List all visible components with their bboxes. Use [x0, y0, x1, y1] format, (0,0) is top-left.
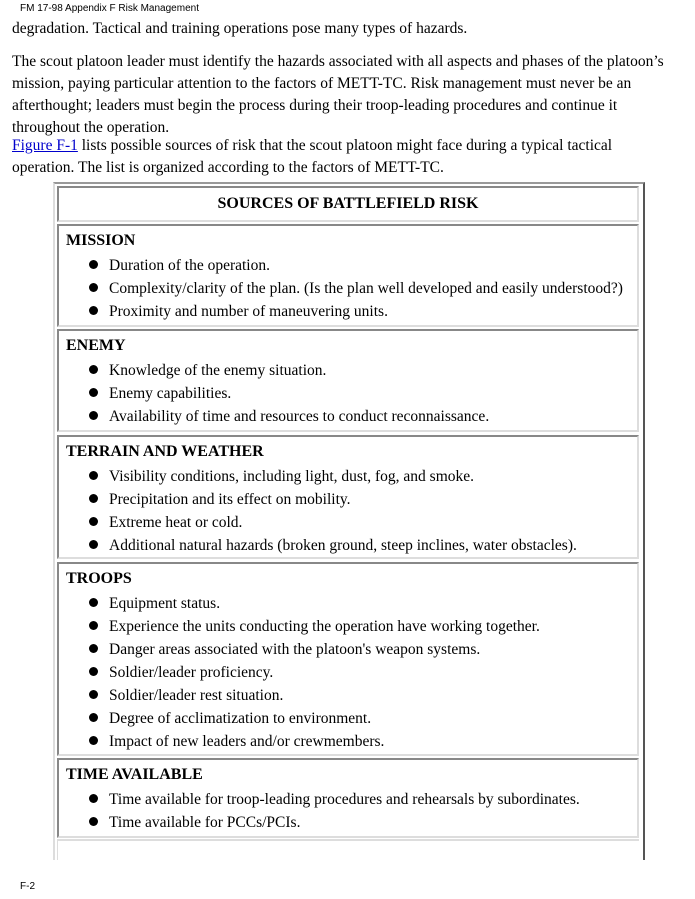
- list-item: [89, 592, 540, 615]
- bullet-icon: [89, 471, 98, 480]
- bullet-icon: [89, 817, 98, 826]
- bullet-icon: [89, 794, 98, 803]
- bullet-icon: [89, 494, 98, 503]
- list-item: [89, 511, 577, 534]
- list-item: [89, 300, 623, 323]
- item-text: Soldier/leader rest situation.: [109, 687, 284, 704]
- item-list: [89, 359, 489, 428]
- item-text: Impact of new leaders and/or crewmembers.: [109, 733, 385, 750]
- list-item: [89, 254, 623, 277]
- bullet-icon: [89, 667, 98, 676]
- bullet-icon: [89, 540, 98, 549]
- item-text: Visibility conditions, including light, dust, fog, and smoke.: [109, 468, 475, 485]
- paragraph-2: [12, 51, 684, 139]
- item-text: Danger areas associated with the platoon's weapon systems.: [109, 641, 481, 658]
- section-heading: TIME AVAILABLE: [66, 766, 203, 783]
- item-text: Precipitation and its effect on mobility.: [109, 491, 351, 508]
- item-list: [89, 592, 540, 753]
- list-item: [89, 382, 489, 405]
- section-time-available: [57, 758, 639, 838]
- bullet-icon: [89, 621, 98, 630]
- empty-table-row: [57, 839, 639, 860]
- item-text: Extreme heat or cold.: [109, 514, 243, 531]
- bullet-icon: [89, 283, 98, 292]
- list-item: [89, 534, 577, 557]
- bullet-icon: [89, 736, 98, 745]
- item-text: Time available for PCCs/PCIs.: [109, 814, 301, 831]
- page-number: F-2: [20, 881, 35, 892]
- list-item: [89, 661, 540, 684]
- bullet-icon: [89, 388, 98, 397]
- bullet-icon: [89, 365, 98, 374]
- text-line: mission, paying particular attention to the factors of METT-TC. Risk management must never be an: [12, 75, 632, 92]
- list-item: [89, 707, 540, 730]
- item-text: Knowledge of the enemy situation.: [109, 362, 327, 379]
- item-list: [89, 465, 577, 557]
- text-line: afterthought; leaders must begin the process during their troop-leading procedures and continue it: [12, 97, 618, 114]
- item-text: Soldier/leader proficiency.: [109, 664, 274, 681]
- bullet-icon: [89, 713, 98, 722]
- running-header: FM 17-98 Appendix F Risk Management: [20, 3, 199, 14]
- text-line: operation. The list is organized according to the factors of METT-TC.: [12, 159, 444, 176]
- bullet-icon: [89, 306, 98, 315]
- list-item: [89, 730, 540, 753]
- item-text: Time available for troop-leading procedures and rehearsals by subordinates.: [109, 791, 580, 808]
- section-mission: [57, 224, 639, 327]
- item-text: Equipment status.: [109, 595, 221, 612]
- bullet-icon: [89, 260, 98, 269]
- bullet-icon: [89, 517, 98, 526]
- text-line: The scout platoon leader must identify the hazards associated with all aspects and phases of the platoon’s: [12, 53, 664, 70]
- text-line: [12, 135, 684, 157]
- text-line: throughout the operation.: [12, 119, 170, 136]
- item-text: Additional natural hazards (broken ground, steep inclines, water obstacles).: [109, 537, 577, 554]
- list-item: [89, 405, 489, 428]
- section-heading: ENEMY: [66, 337, 126, 354]
- list-item: [89, 788, 580, 811]
- bullet-icon: [89, 598, 98, 607]
- item-text: Proximity and number of maneuvering units.: [109, 303, 388, 320]
- section-troops: [57, 562, 639, 756]
- section-enemy: [57, 329, 639, 432]
- item-text: Complexity/clarity of the plan. (Is the plan well developed and easily understood?): [109, 280, 623, 297]
- item-list: [89, 788, 580, 834]
- risk-sources-table: [53, 182, 645, 860]
- list-item: [89, 638, 540, 661]
- item-text: Enemy capabilities.: [109, 385, 232, 402]
- item-text: Duration of the operation.: [109, 257, 270, 274]
- section-terrain-and-weather: [57, 435, 639, 559]
- list-item: [89, 615, 540, 638]
- text: lists possible sources of risk that the scout platoon might face during a typical tactical: [77, 137, 613, 154]
- paragraph-3: [12, 135, 684, 179]
- list-item: [89, 811, 580, 834]
- item-list: [89, 254, 623, 323]
- bullet-icon: [89, 644, 98, 653]
- list-item: [89, 277, 623, 300]
- figure-f1-link[interactable]: Figure F-1: [12, 137, 78, 154]
- bullet-icon: [89, 411, 98, 420]
- list-item: [89, 465, 577, 488]
- section-heading: MISSION: [66, 232, 136, 249]
- list-item: [89, 684, 540, 707]
- table-title: SOURCES OF BATTLEFIELD RISK: [57, 186, 639, 222]
- section-heading: TERRAIN AND WEATHER: [66, 443, 264, 460]
- bullet-icon: [89, 690, 98, 699]
- item-text: Degree of acclimatization to environment.: [109, 710, 372, 727]
- paragraph-1: degradation. Tactical and training operations pose many types of hazards.: [12, 20, 468, 37]
- list-item: [89, 488, 577, 511]
- item-text: Experience the units conducting the operation have working together.: [109, 618, 540, 635]
- item-text: Availability of time and resources to conduct reconnaissance.: [109, 408, 490, 425]
- list-item: [89, 359, 489, 382]
- section-heading: TROOPS: [66, 570, 132, 587]
